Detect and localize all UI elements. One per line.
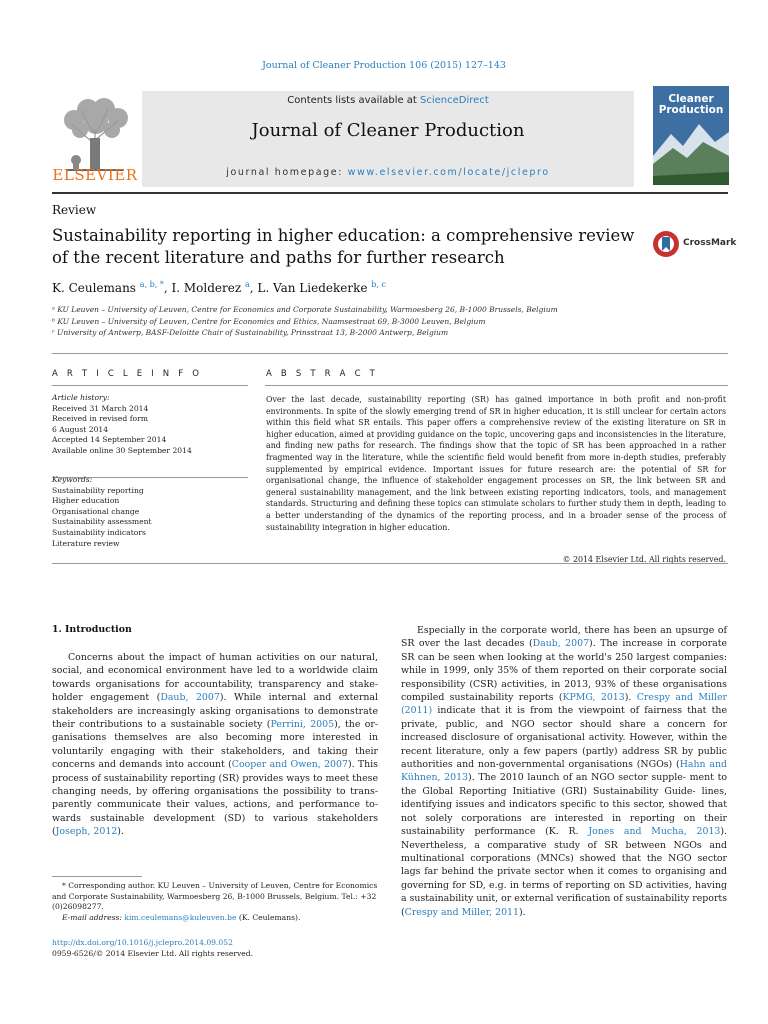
body-paragraph xyxy=(401,624,727,919)
header-divider xyxy=(52,192,728,194)
history-item: 6 August 2014 xyxy=(52,424,109,434)
text-run: Especially in the corporate world, there has been an upsurge of xyxy=(417,625,727,636)
contents-prefix: Contents lists available at xyxy=(287,95,421,106)
text-run: social, and economical environment have led to a worldwide claim xyxy=(52,665,378,677)
affiliation: ᶜ University of Antwerp, BASF-Deloitte Chair of Sustainability, Prinsstraat 13, B-2000 Antwerp, Belgium xyxy=(52,328,449,337)
text-run: showed that not solely corporations are interested in reporting on xyxy=(401,799,727,824)
homepage-prefix: journal homepage: xyxy=(226,167,348,178)
body-column-right xyxy=(401,624,727,919)
citation-link[interactable]: Jones and Mucha, 2013 xyxy=(588,826,721,838)
keyword-item: Sustainability reporting xyxy=(52,485,144,495)
text-run: voluntarily engaging with their stakeholders, and taking their xyxy=(52,745,378,757)
text-run: ( xyxy=(52,826,56,838)
email-label: E-mail address: xyxy=(62,913,125,922)
citation-link[interactable]: Crespy and Miller, 2011 xyxy=(404,906,519,918)
author-separator: , xyxy=(249,281,258,295)
text-run: wards sustainable development (SD) to various stakeholders xyxy=(52,812,378,824)
text-run: private, public, and NGO sector should share a concern for xyxy=(401,718,727,730)
text-run: process of sustainability reporting (SR) provides ways to meet these xyxy=(52,772,378,784)
article-info-heading: A R T I C L E I N F O xyxy=(52,369,203,379)
author-affiliation-marker[interactable]: a, b, * xyxy=(139,280,164,289)
abstract-heading: A B S T R A C T xyxy=(266,369,378,379)
email-link[interactable]: kim.ceulemans@kuleuven.be xyxy=(124,913,237,922)
article-history xyxy=(52,393,252,457)
body-paragraph xyxy=(52,651,378,839)
history-label: Article history: xyxy=(52,393,110,402)
author-name[interactable]: K. Ceulemans xyxy=(52,281,136,295)
text-run: sustainability unit, or external verification of sustainability reports xyxy=(409,893,727,905)
crossmark-badge[interactable] xyxy=(652,230,737,258)
text-run: towards organisations for accountability, transparency and stake- xyxy=(52,678,378,690)
text-run: ). xyxy=(720,826,727,838)
text-run: stakeholders are increasingly asking organisations to demonstrate xyxy=(52,705,378,717)
text-run: changing needs, by offering organisations the possibility to trans- xyxy=(52,786,378,798)
journal-homepage xyxy=(142,167,634,178)
citation-link[interactable]: Hahn xyxy=(679,759,706,771)
article-title xyxy=(52,225,642,269)
author-separator: , xyxy=(163,281,172,295)
contents-line xyxy=(142,95,634,106)
author-affiliation-marker[interactable]: a xyxy=(245,280,250,289)
abstract-divider xyxy=(265,385,728,386)
info-divider xyxy=(52,385,248,386)
journal-cover-image[interactable] xyxy=(653,86,729,185)
text-run: ). While internal and external xyxy=(219,692,378,704)
body-column-left xyxy=(52,651,378,839)
text-run: can be seen when looking at the world's 250 largest companies: xyxy=(417,651,727,663)
history-item: Accepted 14 September 2014 xyxy=(52,435,167,445)
cover-title-line2: Production xyxy=(658,104,724,116)
text-run: ( xyxy=(401,906,405,918)
keyword-item: Higher education xyxy=(52,496,120,506)
journal-title: Journal of Cleaner Production xyxy=(251,120,525,141)
affiliation: ᵇ KU Leuven – University of Leuven, Centre for Economics and Ethics, Naamsestraat 69, B-3000 Leuven, Belgium xyxy=(52,317,486,326)
keyword-item: Organisational change xyxy=(52,506,140,516)
citation-link[interactable]: Daub, 2007 xyxy=(532,638,590,650)
article-title-line2: of the recent literature and paths for further research xyxy=(52,248,505,267)
abstract-copyright: © 2014 Elsevier Ltd. All rights reserved. xyxy=(562,555,726,564)
citation-link[interactable]: (2011) xyxy=(401,705,433,717)
text-run: responsibility (CSR) activities, in 2013, 93% of these organisations xyxy=(401,678,727,690)
section-divider xyxy=(52,353,728,354)
text-run: Concerns about the impact of human activities on our natural, xyxy=(68,652,378,663)
history-item: Received in revised form xyxy=(52,414,148,424)
elsevier-wordmark: ELSEVIER xyxy=(52,166,138,184)
citation-link[interactable]: Perrini, 2005 xyxy=(270,719,335,731)
text-run: ). The 2010 launch of an NGO sector supple- xyxy=(468,772,686,784)
citation-link[interactable]: KPMG, 2013 xyxy=(562,692,625,704)
keyword-item: Sustainability indicators xyxy=(52,527,146,537)
citation-link[interactable]: Crespy and Miller xyxy=(636,692,728,704)
footnote-divider xyxy=(52,876,142,877)
text-run: ). The increase in corporate SR xyxy=(401,638,728,663)
text-run: authorities and non-governmental organisations (NGOs) ( xyxy=(401,759,680,771)
author-name[interactable]: L. Van Liedekerke xyxy=(257,281,368,295)
text-run: ). xyxy=(117,826,124,838)
text-run: concerns and demands into account ( xyxy=(52,759,232,771)
crossmark-icon xyxy=(652,230,680,258)
keywords-label: Keywords: xyxy=(52,475,93,484)
citation-link[interactable]: Daub, 2007 xyxy=(160,692,220,704)
article-type: Review xyxy=(52,203,97,217)
text-run: while in 1999, only 35% of them reported on their corporate social xyxy=(401,665,727,677)
cover-title-line1: Cleaner xyxy=(668,93,714,105)
issn-copyright: 0959-6526/© 2014 Elsevier Ltd. All rights reserved. xyxy=(52,949,254,958)
citation-link[interactable]: and Kühnen, 2013 xyxy=(401,759,728,784)
article-title-line1: Sustainability reporting in higher education: a comprehensive review xyxy=(52,226,635,245)
corresponding-author-note: * Corresponding author. KU Leuven – University of Leuven, Centre for Economics and Corporate Sustainability, Warmoesberg 26, B-1000 Brussels, Belgium. Tel.: +32 (0)26098277. xyxy=(52,881,378,912)
crossmark-label: CrossMark xyxy=(683,238,737,248)
doi-link[interactable]: http://dx.doi.org/10.1016/j.jclepro.2014.09.052 xyxy=(52,938,233,947)
text-run: lags far behind the private sector when it comes to organising and xyxy=(401,866,727,878)
author-name[interactable]: I. Molderez xyxy=(171,281,242,295)
text-run: lines, identifying issues and indicators specific to this sector, xyxy=(401,785,727,811)
history-item: Available online 30 September 2014 xyxy=(52,445,192,455)
abstract-text: Over the last decade, sustainability reporting (SR) has gained importance in both profit and non-profit environments. In spite of the slowly emerging trend of SR in higher education, it is still unclear for certain actors within this field what SR entails. This paper offers a comprehensive review of the existing literature on SR in higher education, aimed at providing guidance on the topic, uncovering gaps and inconsistencies in the literature, and finding new paths for research. The findings show that the topic of SR has been approached in a rather fragmented way in the literature, while the scientific field would benefit from more in-depth studies, preferably supplemented by empirical evidence. Important issues for future research are: the potential of SR for organisational change, the influence of stakeholder engagement processes on SR, the link between SR and general sustainability management, and the link between existing reporting indicators, tools, and management standards. Structuring and defining these topics can stimulate scholars to further study them in depth, leading to a better understanding of the dynamics of the reporting process, and in a broader sense of the process of sustainability integration in higher education. xyxy=(266,395,726,532)
homepage-link[interactable]: www.elsevier.com/locate/jclepro xyxy=(347,167,550,178)
history-item: Received 31 March 2014 xyxy=(52,403,149,413)
text-run: compiled sustainability reports ( xyxy=(401,692,563,704)
sciencedirect-link[interactable]: ScienceDirect xyxy=(420,95,489,106)
keyword-item: Literature review xyxy=(52,538,120,548)
text-run: parently communicate their values, actions, and performance to- xyxy=(52,799,378,811)
text-run: ). xyxy=(624,692,637,704)
affiliation: ᵃ KU Leuven – University of Leuven, Centre for Economics and Corporate Sustainability, Warmoesberg 26, B-1000 Brussels, Belgium xyxy=(52,305,558,314)
text-run: ). This xyxy=(347,759,378,771)
journal-citation[interactable]: Journal of Cleaner Production 106 (2015) 127–143 xyxy=(262,60,506,71)
text-run: governing for SD, e.g. in terms of reporting on SD activities, having a xyxy=(401,879,727,905)
author-affiliation-marker[interactable]: b, c xyxy=(371,280,386,289)
text-run: ), the or- xyxy=(334,719,379,731)
text-run: Nevertheless, a comparative study of SR between NGOs and xyxy=(401,839,727,851)
text-run: multinational corporations (MNCs) showed that the NGO sector xyxy=(401,852,727,864)
cover-title xyxy=(653,94,729,116)
email-suffix: (K. Ceulemans). xyxy=(236,913,301,922)
text-run: their contributions to a sustainable society ( xyxy=(52,719,271,731)
text-run: their sustainability performance (K. R. xyxy=(401,812,727,838)
keyword-item: Sustainability assessment xyxy=(52,517,152,527)
abstract-bottom-divider xyxy=(52,563,728,564)
text-run: indicate that it is from the viewpoint of fairness that the xyxy=(432,705,727,717)
email-note xyxy=(52,913,382,924)
text-run: ). xyxy=(518,906,526,918)
author-list xyxy=(52,280,386,295)
text-run: SR over the last decades ( xyxy=(401,638,533,650)
citation-link[interactable]: Cooper and Owen, 2007 xyxy=(231,759,348,771)
text-run: recent literature, only a few papers (partly) address SR by public xyxy=(401,745,727,757)
text-run: holder engagement ( xyxy=(52,692,161,704)
section-heading-introduction: 1. Introduction xyxy=(52,624,132,635)
text-run: ganisations themselves are also becoming more interested in xyxy=(52,732,378,744)
text-run: ment to the Global Reporting Initiative (GRI) Sustainability Guide- xyxy=(401,772,727,797)
keyword-list xyxy=(52,475,252,549)
citation-link[interactable]: Joseph, 2012 xyxy=(55,826,118,838)
text-run: increased disclosure of organisational activity. However, within the xyxy=(401,732,727,744)
